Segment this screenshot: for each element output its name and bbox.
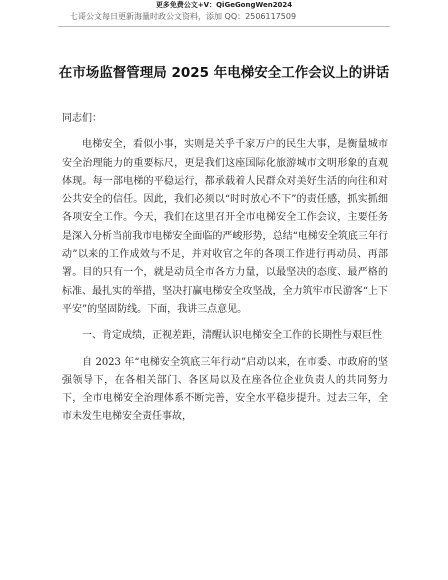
header-note: 七哥公文每日更新海量时政公文资料，添加 QQ：2506117509 (70, 12, 297, 21)
top-banner: 更多免费公文+V：QiGeGongWen2024 (155, 1, 293, 9)
document-body (62, 110, 388, 427)
section-heading-1: 一、肯定成绩，正视差距，清醒认识电梯安全工作的长期性与艰巨性 (82, 330, 382, 342)
header-divider (58, 26, 390, 27)
paragraph-intro: 电梯安全，看似小事，实则是关乎千家万户的民生大事，是衡量城市安全治理能力的重要标尺，更是我们这座国际化旅游城市文明形象的直观体现。每一部电梯的平稳运行，都承载着人民群众对美好生活的向往和对公共安全的信任。因此，我们必须以“时时放心不下”的责任感，抓实抓细各项安全工作。今天，我们在这里召开全市电梯安全工作会议，主要任务是深入分析当前我市电梯安全面临的严峻形势，总结“电梯安全筑底三年行动”以来的工作成效与不足，并对收官之年的各项工作进行再动员、再部署。目的只有一个，就是动员全市各方力量，以最坚决的态度、最严格的标准、最扎实的举措，坚决打赢电梯安全攻坚战，全力筑牢市民游客“上下平安”的坚固防线。下面，我讲三点意见。 (62, 139, 388, 315)
salutation: 同志们： (62, 113, 102, 124)
document-title: 在市场监督管理局 2025 年电梯安全工作会议上的讲话 (58, 65, 390, 81)
paragraph-section-1: 自 2023 年“电梯安全筑底三年行动”启动以来，在市委、市政府的坚强领导下，在各相关部门、各区局以及在座各位企业负责人的共同努力下，全市电梯安全治理体系不断完善，安全水平稳步提升。过去三年，全市未发生电梯安全责任事故， (62, 356, 388, 423)
